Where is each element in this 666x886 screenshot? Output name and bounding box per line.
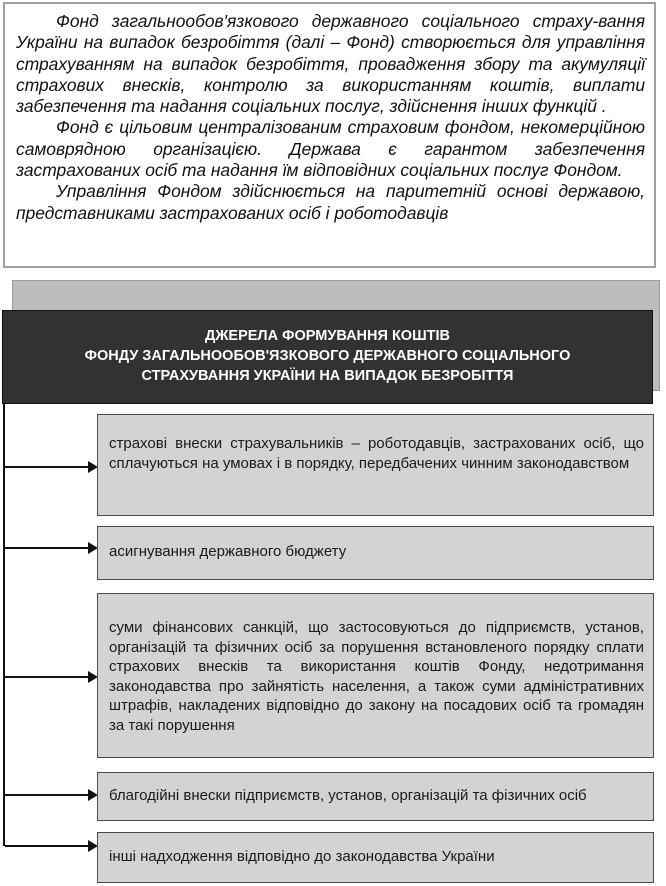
source-text-3: суми фінансових санкцій, що застосовуються до підприємств, установ, організацій та фізичних осіб за порушення встановленого порядку сплати страхових внесків та використання коштів Фонду, недотримання законодавства про зайнятість населення, а також суми адміністративних штрафів, накладених відповідно до закону на посадових осіб та громадян за такі порушення [109,619,644,734]
arrow-to-item-5 [5,845,88,847]
header-line-3: СТРАХУВАННЯ УКРАЇНИ НА ВИПАДОК БЕЗРОБІТТЯ [141,368,514,384]
intro-paragraph-2: Фонд є цільовим централізованим страховим фондом, некомерційною самоврядною організацією. Держава є гарантом забезпечення застрахованих осіб та надання їм відповідних соціальних послуг Фондом. [16,117,645,181]
arrow-to-item-2 [5,547,88,549]
source-box-charitable-contributions [97,772,654,821]
arrow-to-item-3 [5,676,88,678]
header-line-1: ДЖЕРЕЛА ФОРМУВАННЯ КОШТІВ [204,328,451,344]
arrow-to-item-4 [5,794,88,796]
source-text-1: страхові внески страхувальників – роботодавців, застрахованих осіб, що сплачуються на умовах і в порядку, передбачених чинним законодавством [109,435,644,472]
arrow-to-item-1 [5,466,88,468]
diagram-header [2,310,653,404]
source-text-4: благодійні внески підприємств, установ, організацій та фізичних осіб [109,787,587,804]
source-box-financial-sanctions [97,593,654,758]
intro-paragraph-1: Фонд загальнообов'язкового державного соціального страху-вання України на випадок безробіття (далі – Фонд) створюється для управління страхуванням на випадок безробіття, провадження збору та акумуляції страхових внесків, контролю за використанням коштів, виплати забезпечення та надання соціальних послуг, здійснення інших функцій . [16,11,645,117]
intro-text-box [3,2,656,268]
intro-paragraph-3: Управління Фондом здійснюється на паритетній основі державою, представниками застрахованих осіб і роботодавців [16,181,645,223]
source-box-insurance-contributions [97,414,654,516]
source-text-2: асигнування державного бюджету [109,543,347,560]
header-line-2: ФОНДУ ЗАГАЛЬНООБОВ'ЯЗКОВОГО ДЕРЖАВНОГО СОЦІАЛЬНОГО [84,348,571,364]
source-box-other-income [97,832,654,883]
connector-vertical-line [3,404,5,846]
source-box-state-budget [97,526,654,580]
source-text-5: інші надходження відповідно до законодавства України [109,848,495,865]
